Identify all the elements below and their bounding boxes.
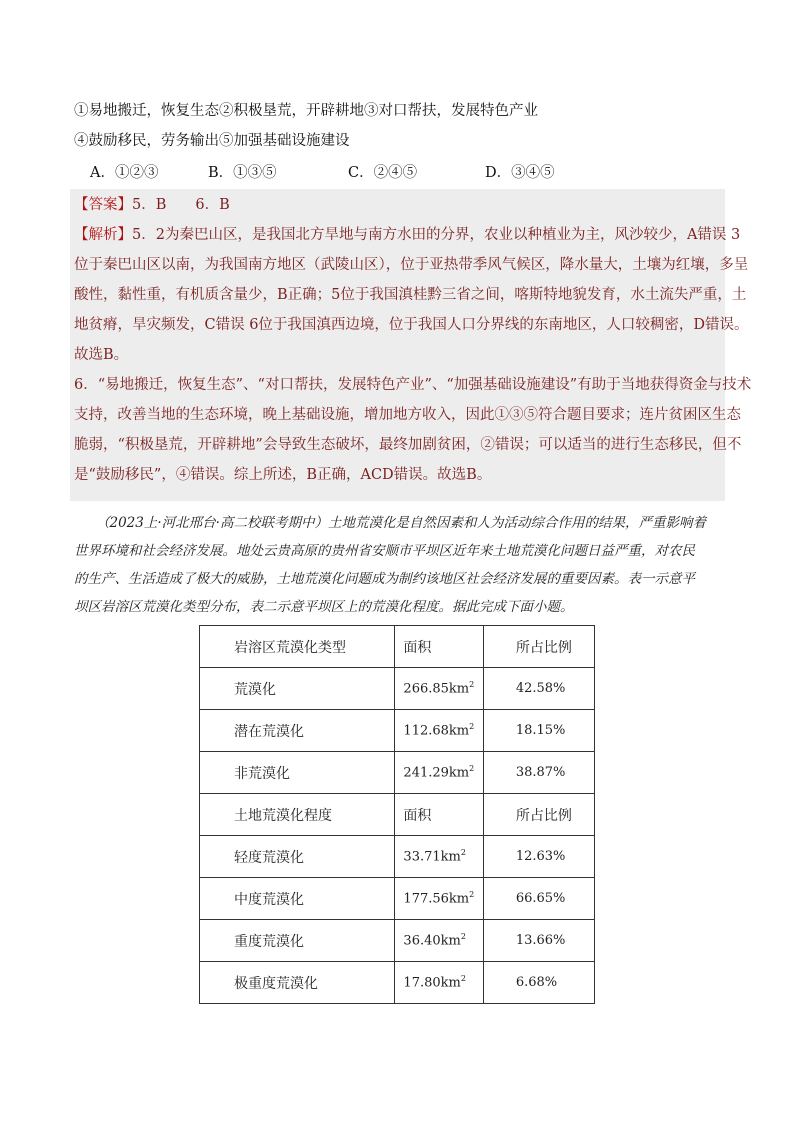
table-cell: 12.63% <box>483 836 594 878</box>
answer-text: 5．B 6．B <box>132 197 230 213</box>
table-cell: $36.40km^2$ <box>395 920 483 962</box>
option-b[interactable]: B．①③⑤ <box>208 165 277 181</box>
analysis-text: 5．2为秦巴山区，是我国北方旱地与南方水田的分界，农业以种植业为主，风沙较少，A错误 3 <box>132 227 741 243</box>
intro-line-2: 世界环境和社会经济发展。地处云贵高原的贵州省安顺市平坝区近年来土地荒漠化问题日益严重，对农民 <box>74 543 695 559</box>
answer-tag: 【答案】 <box>74 197 132 213</box>
table-cell: 42.58% <box>483 668 594 710</box>
analysis-line-2: 位于秦巴山区以南，为我国南方地区（武陵山区），位于亚热带季风气候区，降水量大，土壤为红壤，多呈 <box>74 257 749 273</box>
table-cell: 6.68% <box>483 962 594 1004</box>
option-c[interactable]: C．②④⑤ <box>348 165 418 181</box>
table-cell: $266.85km^2$ <box>395 668 483 710</box>
table-row <box>200 878 595 920</box>
table-row <box>200 668 595 710</box>
table-cell: 荒漠化 <box>200 668 395 710</box>
table-cell: 重度荒漠化 <box>200 920 395 962</box>
answer-line <box>74 195 230 215</box>
desertification-table <box>199 625 595 1004</box>
table-cell: 非荒漠化 <box>200 752 395 794</box>
option-d[interactable]: D．③④⑤ <box>485 165 555 181</box>
table-cell: 面积 <box>395 794 483 836</box>
table-cell: 所占比例 <box>483 626 594 668</box>
choices-line-1: ①易地搬迁，恢复生态②积极垦荒，开辟耕地③对口帮扶，发展特色产业 <box>74 103 538 119</box>
table-cell: 土地荒漠化程度 <box>200 794 395 836</box>
table-row <box>200 920 595 962</box>
table-row <box>200 710 595 752</box>
table-cell: $17.80km^2$ <box>395 962 483 1004</box>
table-cell: 66.65% <box>483 878 594 920</box>
table-cell: 轻度荒漠化 <box>200 836 395 878</box>
table-cell: 13.66% <box>483 920 594 962</box>
intro-line-4: 坝区岩溶区荒漠化类型分布，表二示意平坝区上的荒漠化程度。据此完成下面小题。 <box>74 599 574 615</box>
analysis-tag: 【解析】 <box>74 227 132 243</box>
table-cell: 岩溶区荒漠化类型 <box>200 626 395 668</box>
intro-line-3: 的生产、生活造成了极大的威胁，土地荒漠化问题成为制约该地区社会经济发展的重要因素。表一示意平 <box>74 571 695 587</box>
table-row <box>200 836 595 878</box>
table-cell: 潜在荒漠化 <box>200 710 395 752</box>
table-row <box>200 752 595 794</box>
table-cell: 所占比例 <box>483 794 594 836</box>
analysis-line-1 <box>74 225 740 245</box>
analysis-line-3: 酸性，黏性重，有机质含量少，B正确；5位于我国滇桂黔三省之间，喀斯特地貌发育，水土流失严重，土 <box>74 287 747 303</box>
table-cell: 中度荒漠化 <box>200 878 395 920</box>
table-cell: 18.15% <box>483 710 594 752</box>
table-cell: $112.68km^2$ <box>395 710 483 752</box>
table-cell: $177.56km^2$ <box>395 878 483 920</box>
analysis-line-7: 支持，改善当地的生态环境，晚上基础设施，增加地方收入，因此①③⑤符合题目要求；连片贫困区生态 <box>74 407 741 423</box>
table-cell: 面积 <box>395 626 483 668</box>
answer-analysis-block <box>70 189 752 501</box>
analysis-line-4: 地贫瘠，旱灾频发，C错误 6位于我国滇西边境，位于我国人口分界线的东南地区，人口较稠密，D错误。 <box>74 317 749 333</box>
choices-line-2: ④鼓励移民，劳务输出⑤加强基础设施建设 <box>74 133 350 149</box>
table-cell: 38.87% <box>483 752 594 794</box>
table-cell: $241.29km^2$ <box>395 752 483 794</box>
analysis-line-9: 是“鼓励移民”，④错误。综上所述，B正确，ACD错误。故选B。 <box>74 467 492 483</box>
table-row <box>200 962 595 1004</box>
intro-line-1: （2023上·河北邢台·高二校联考期中）土地荒漠化是自然因素和人为活动综合作用的结果，严重影响着 <box>96 515 706 531</box>
table-cell: $33.71km^2$ <box>395 836 483 878</box>
analysis-line-8: 脆弱，“积极垦荒，开辟耕地”会导致生态破坏，最终加剧贫困，②错误；可以适当的进行生态移民，但不 <box>74 437 742 453</box>
analysis-line-6: 6．“易地搬迁，恢复生态”、“对口帮扶，发展特色产业”、“加强基础设施建设”有助于当地获得资金与技术 <box>74 377 752 393</box>
table-row <box>200 626 595 668</box>
option-a[interactable]: A．①②③ <box>90 165 159 181</box>
analysis-line-5: 故选B。 <box>74 347 129 363</box>
table-cell: 极重度荒漠化 <box>200 962 395 1004</box>
table-row <box>200 794 595 836</box>
